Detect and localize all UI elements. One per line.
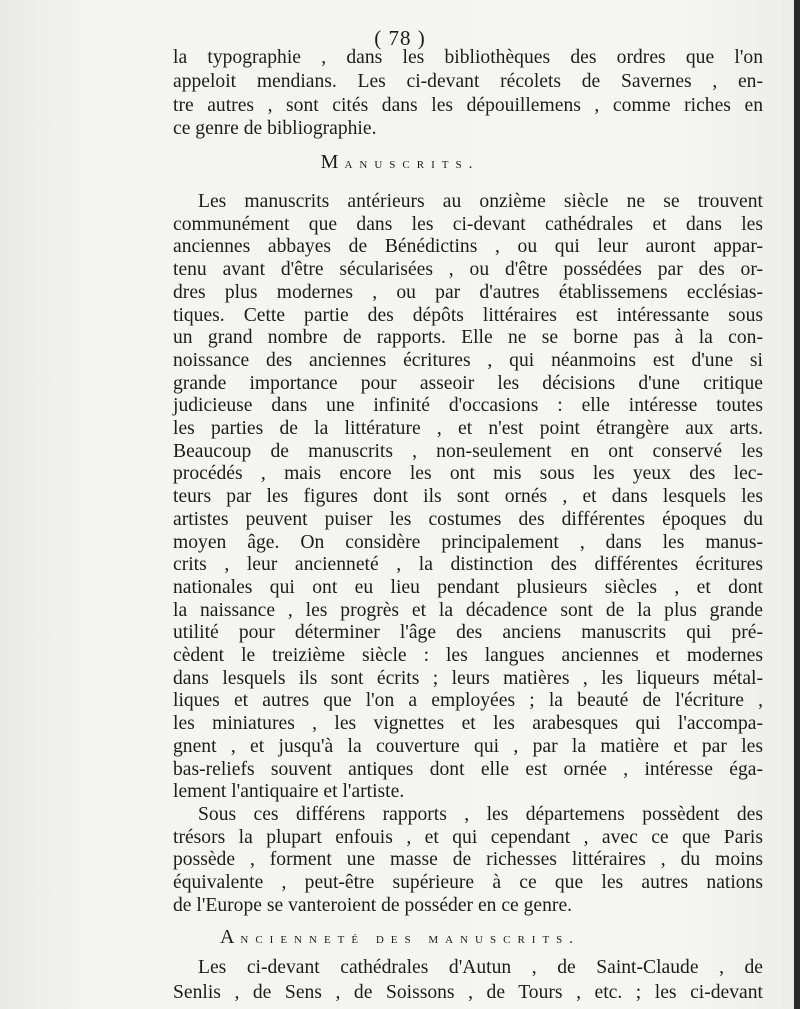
text-line: trésors la plupart enfouis , et qui cependant , avec ce que Paris: [173, 826, 763, 848]
text-line: bas-reliefs souvent antiques dont elle est ornée , intéresse éga-: [173, 758, 763, 780]
text-line: tiques. Cette partie des dépôts littéraires est intéressante sous: [173, 304, 763, 326]
text-line: nationales qui ont eu lieu pendant plusieurs siècles , et dont: [173, 576, 763, 598]
text-line: Senlis , de Sens , de Soissons , de Tours , etc. ; les ci-devant: [173, 981, 763, 1003]
text-line: procédés , mais encore les ont mis sous les yeux des lec-: [173, 463, 763, 485]
section-heading-anciennete: [0, 926, 800, 949]
text-line: les miniatures , les vignettes et les arabesques qui l'accompa-: [173, 713, 763, 735]
text-line: judicieuse dans une infinité d'occasions : elle intéresse toutes: [173, 395, 763, 417]
text-line: ce genre de bibliographie.: [173, 118, 377, 139]
heading-initial: M: [320, 151, 345, 173]
text-line: utilité pour déterminer l'âge des anciens manuscrits qui pré-: [173, 622, 763, 644]
text-line: la naissance , les progrès et la décadence sont de la plus grande: [173, 599, 763, 621]
heading-initial: A: [219, 925, 241, 948]
text-line: teurs par les figures dont ils sont ornés , et dans lesquels les: [173, 486, 763, 508]
heading-text: ncienneté des manuscrits.: [240, 930, 581, 947]
section-heading-manuscrits: [0, 151, 800, 174]
text-line: équivalente , peut-être supérieure à ce que les autres nations: [173, 872, 763, 893]
text-line: communément que dans les ci-devant cathédrales et dans les: [173, 213, 763, 235]
text-line: dans lesquels ils sont écrits ; leurs matières , les liqueurs métal-: [173, 667, 763, 689]
text-line: dres plus modernes , ou par d'autres établissemens ecclésias-: [173, 281, 763, 303]
text-line: grande importance pour asseoir les décisions d'une critique: [173, 372, 763, 394]
text-line: possède , forment une masse de richesses littéraires , du moins: [173, 849, 763, 871]
heading-text: anuscrits.: [344, 156, 480, 172]
text-line: cèdent le treizième siècle : les langues anciennes et modernes: [173, 645, 763, 666]
text-line: crits , leur ancienneté , la distinction des différentes écritures: [173, 554, 763, 576]
text-line: liques et autres que l'on a employées ; la beauté de l'écriture ,: [173, 690, 763, 712]
text-line: Les manuscrits antérieurs au onzième siècle ne se trouvent: [198, 191, 763, 212]
text-line: gnent , et jusqu'à la couverture qui , par la matière et par les: [173, 735, 763, 757]
text-line: Beaucoup de manuscrits , non-seulement en ont conservé les: [173, 440, 763, 462]
text-line: de l'Europe se vanteroient de posséder en ce genre.: [173, 894, 573, 916]
text-line: tenu avant d'être sécularisées , ou d'être possédées par des or-: [173, 259, 763, 281]
text-line: Les ci-devant cathédrales d'Autun , de Saint-Claude , de: [198, 956, 763, 978]
text-line: les parties de la littérature , et n'est point étrangère aux arts.: [173, 418, 763, 439]
text-line: anciennes abbayes de Bénédictins , ou qui leur auront appar-: [173, 236, 763, 258]
text-line: un grand nombre de rapports. Elle ne se borne pas à la con-: [173, 327, 763, 349]
text-line: lement l'antiquaire et l'artiste.: [173, 781, 405, 803]
text-line: noissance des anciennes écritures , qui néanmoins est d'une si: [173, 349, 763, 371]
page-number: ( 78 ): [374, 26, 426, 50]
text-line: moyen âge. On considère principalement , dans les manus-: [173, 531, 763, 553]
text-line: Sous ces différens rapports , les départemens possèdent des: [198, 803, 763, 825]
text-line: appeloit mendians. Les ci-devant récolets de Savernes , en-: [173, 71, 763, 92]
text-line: tre autres , sont cités dans les dépouillemens , comme riches en: [173, 95, 763, 116]
text-line: la typographie , dans les bibliothèques des ordres que l'on: [173, 47, 763, 68]
text-line: artistes peuvent puiser les costumes des différentes époques du: [173, 508, 763, 530]
